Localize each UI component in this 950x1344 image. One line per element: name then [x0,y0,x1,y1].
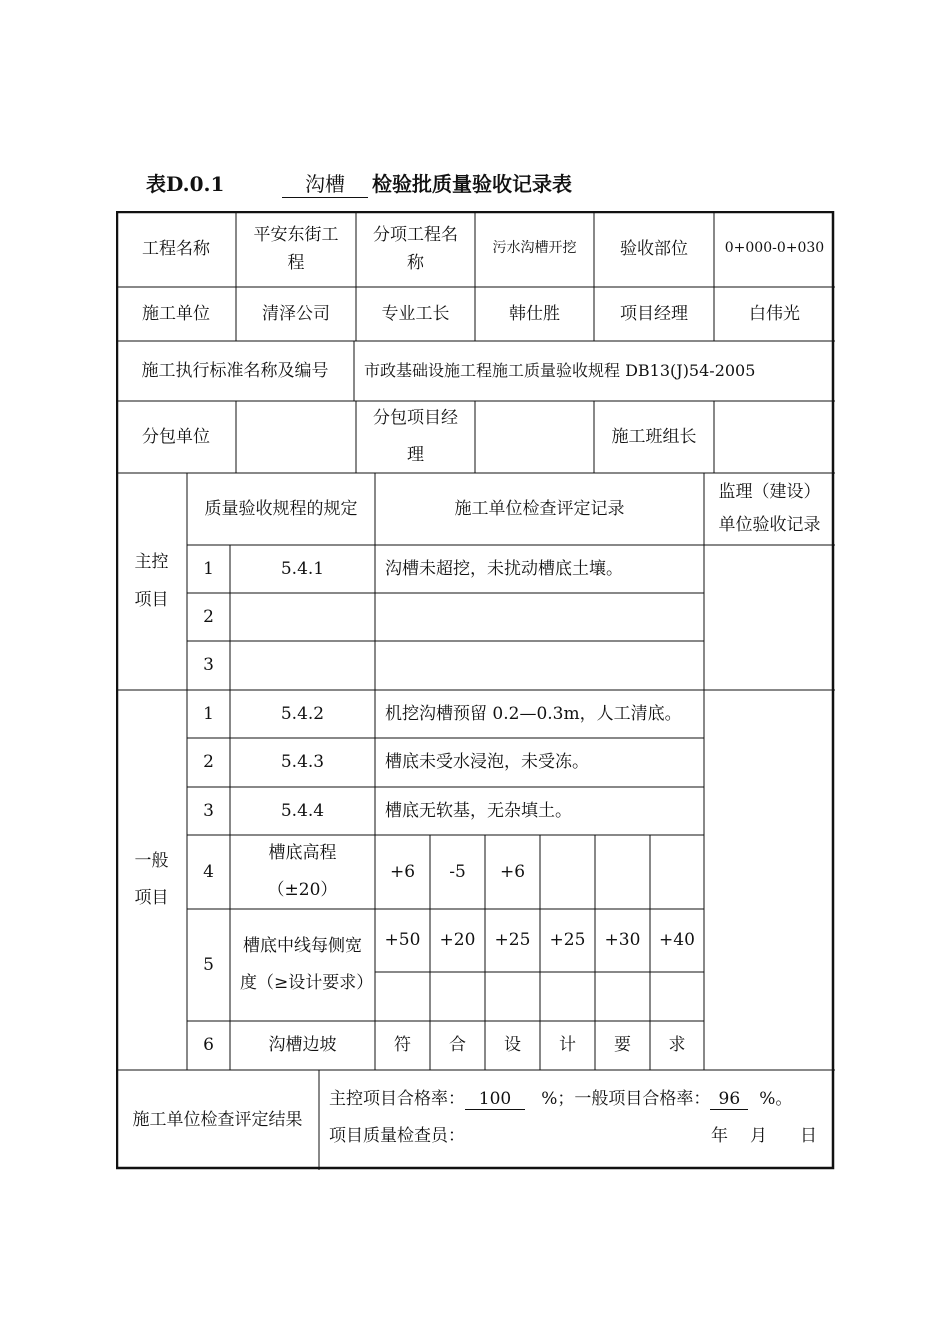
foreman-value: 韩仕胜 [509,303,560,324]
sub-manager-label: 分包项目经理 [373,407,458,465]
date-year: 年 [711,1126,728,1146]
manager-value: 白伟光 [749,303,800,324]
width-value: +20 [439,930,476,951]
general-row-no: 1 [203,703,214,724]
width-value-2 [375,972,430,1021]
slope-value: 要 [614,1035,631,1056]
elevation-item: 槽底高程（±20） [267,842,338,900]
width-value-2 [430,972,485,1021]
general-row-record: 槽底未受水浸泡，未受冻。 [385,752,589,773]
main-row-clause: 5.4.1 [280,558,325,579]
team-leader-value [714,401,835,473]
slope-value: 计 [559,1035,576,1056]
standard-value: 市政基础设施工程施工质量验收规程 DB13(J)54-2005 [364,360,756,380]
general-row-record: 机挖沟槽预留 0.2—0.3m，人工清底。 [385,703,682,724]
slope-value: 合 [449,1035,466,1056]
date-month: 月 [750,1126,767,1146]
slope-value: 符 [394,1035,411,1056]
form-code: 表D.0.1 [146,172,225,196]
form-main-title: 检验批质量验收记录表 [372,172,572,196]
standard-label: 施工执行标准名称及编号 [141,360,329,381]
project-name-label: 工程名称 [142,238,210,259]
acceptance-part-value: 0+000-0+030 [724,240,825,257]
main-row-no: 1 [203,558,214,579]
elevation-value: -5 [449,861,466,882]
acceptance-part-label: 验收部位 [620,238,688,259]
width-value: +30 [604,930,641,951]
slope-item: 沟槽边坡 [268,1035,337,1056]
general-rate-value: 96 [710,1089,748,1110]
width-value-2 [650,972,704,1021]
project-name-value: 平安东街工程 [253,224,339,273]
sub-project-value: 污水沟槽开挖 [492,240,577,257]
main-row-no: 3 [203,655,214,676]
form-title [0,168,950,198]
inspector-label: 项目质量检查员： [329,1126,465,1146]
elevation-value [650,835,704,909]
general-row-record: 槽底无软基，无杂填土。 [385,800,572,821]
sub-manager-value [475,401,594,473]
elevation-value [595,835,650,909]
width-value: +50 [384,930,421,951]
date-day: 日 [800,1126,817,1146]
main-rate-unit: %； [541,1089,575,1109]
elevation-value: +6 [389,861,416,882]
general-rate-unit: %。 [759,1089,793,1109]
general-row-clause: 5.4.4 [280,800,325,821]
general-row-no: 2 [203,752,214,773]
slope-value: 设 [504,1035,521,1056]
main-row-clause [230,593,375,641]
width-value: +25 [549,930,586,951]
width-item: 槽底中线每侧宽度（≥设计要求） [240,935,374,993]
form-subject: 沟槽 [282,168,368,198]
main-rate-value: 100 [465,1089,525,1110]
main-row-record: 沟槽未超挖，未扰动槽底土壤。 [385,558,623,579]
width-value-2 [540,972,595,1021]
slope-value: 求 [668,1035,686,1056]
main-row-record [375,593,704,641]
elevation-value [540,835,595,909]
main-row-clause [230,641,375,690]
width-value-2 [485,972,540,1021]
general-row-clause: 5.4.3 [280,752,325,773]
spec-column-header: 质量验收规程的规定 [204,498,358,519]
foreman-label: 专业工长 [381,303,450,324]
inspection-table [116,211,835,1170]
main-row-record [375,641,704,690]
record-column-header: 施工单位检查评定记录 [454,498,625,519]
general-rate-label: 一般项目合格率： [574,1089,711,1109]
width-value: +25 [494,930,531,951]
construction-unit-label: 施工单位 [142,303,210,324]
main-items-label: 主控项目 [134,552,169,610]
general-row-no: 6 [203,1035,214,1056]
subcontractor-value [236,401,356,473]
main-rate-label: 主控项目合格率： [329,1089,465,1109]
general-items-label: 一般项目 [134,850,169,908]
general-row-clause: 5.4.2 [280,703,325,724]
result-rates [329,1084,829,1114]
construction-unit-value: 清泽公司 [262,303,330,324]
general-row-no: 4 [203,861,214,882]
general-row-no: 3 [203,800,214,821]
width-value: +40 [659,930,695,951]
subcontractor-label: 分包单位 [142,426,210,447]
result-label: 施工单位检查评定结果 [132,1109,303,1130]
main-row-no: 2 [203,606,214,627]
width-value-2 [595,972,650,1021]
sub-project-label: 分项工程名称 [373,224,458,273]
elevation-value: +6 [499,861,526,882]
team-leader-label: 施工班组长 [611,426,697,447]
inspector-line [329,1121,829,1151]
supervision-column-header: 监理（建设）单位验收记录 [718,481,821,535]
general-row-no: 5 [203,954,214,975]
manager-label: 项目经理 [620,303,688,324]
